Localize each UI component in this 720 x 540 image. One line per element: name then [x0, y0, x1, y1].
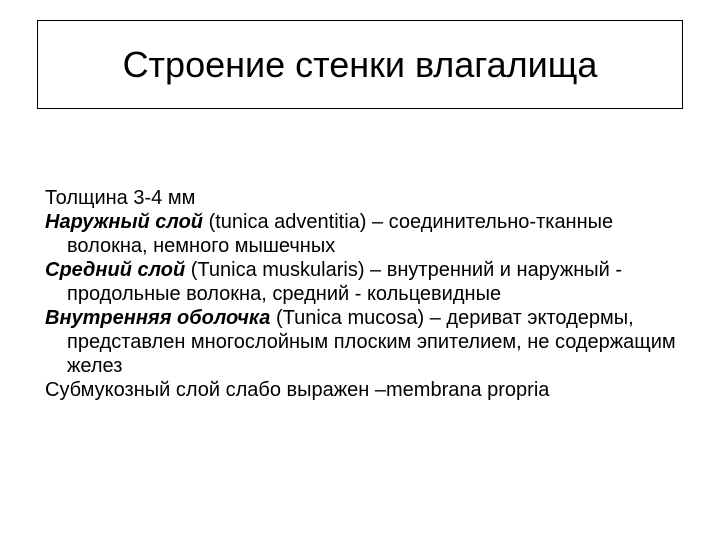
description-outer-layer: (tunica adventitia) – соединительно-тканные волокна, немного мышечных	[67, 211, 614, 257]
paragraph-submucosa: Субмукозный слой слабо выражен –membrana propria	[45, 379, 550, 401]
paragraph-thickness: Толщина 3-4 мм	[45, 187, 196, 209]
description-inner-layer: (Tunica mucosa) – дериват эктодермы, представлен многослойным плоским эпителием, не содержащим желез	[67, 307, 676, 377]
paragraph-middle-layer	[45, 258, 685, 306]
term-middle-layer: Средний слой	[45, 259, 186, 281]
paragraph-outer-layer	[45, 210, 685, 258]
paragraph-inner-layer	[45, 306, 685, 378]
description-middle-layer: (Tunica muskularis) – внутренний и наружный - продольные волокна, средний - кольцевидные	[67, 259, 623, 305]
title-box	[37, 20, 683, 109]
slide-body	[45, 186, 685, 402]
term-inner-layer: Внутренняя оболочка	[45, 307, 271, 329]
term-outer-layer: Наружный слой	[45, 211, 204, 233]
slide-title: Строение стенки влагалища	[122, 43, 598, 85]
